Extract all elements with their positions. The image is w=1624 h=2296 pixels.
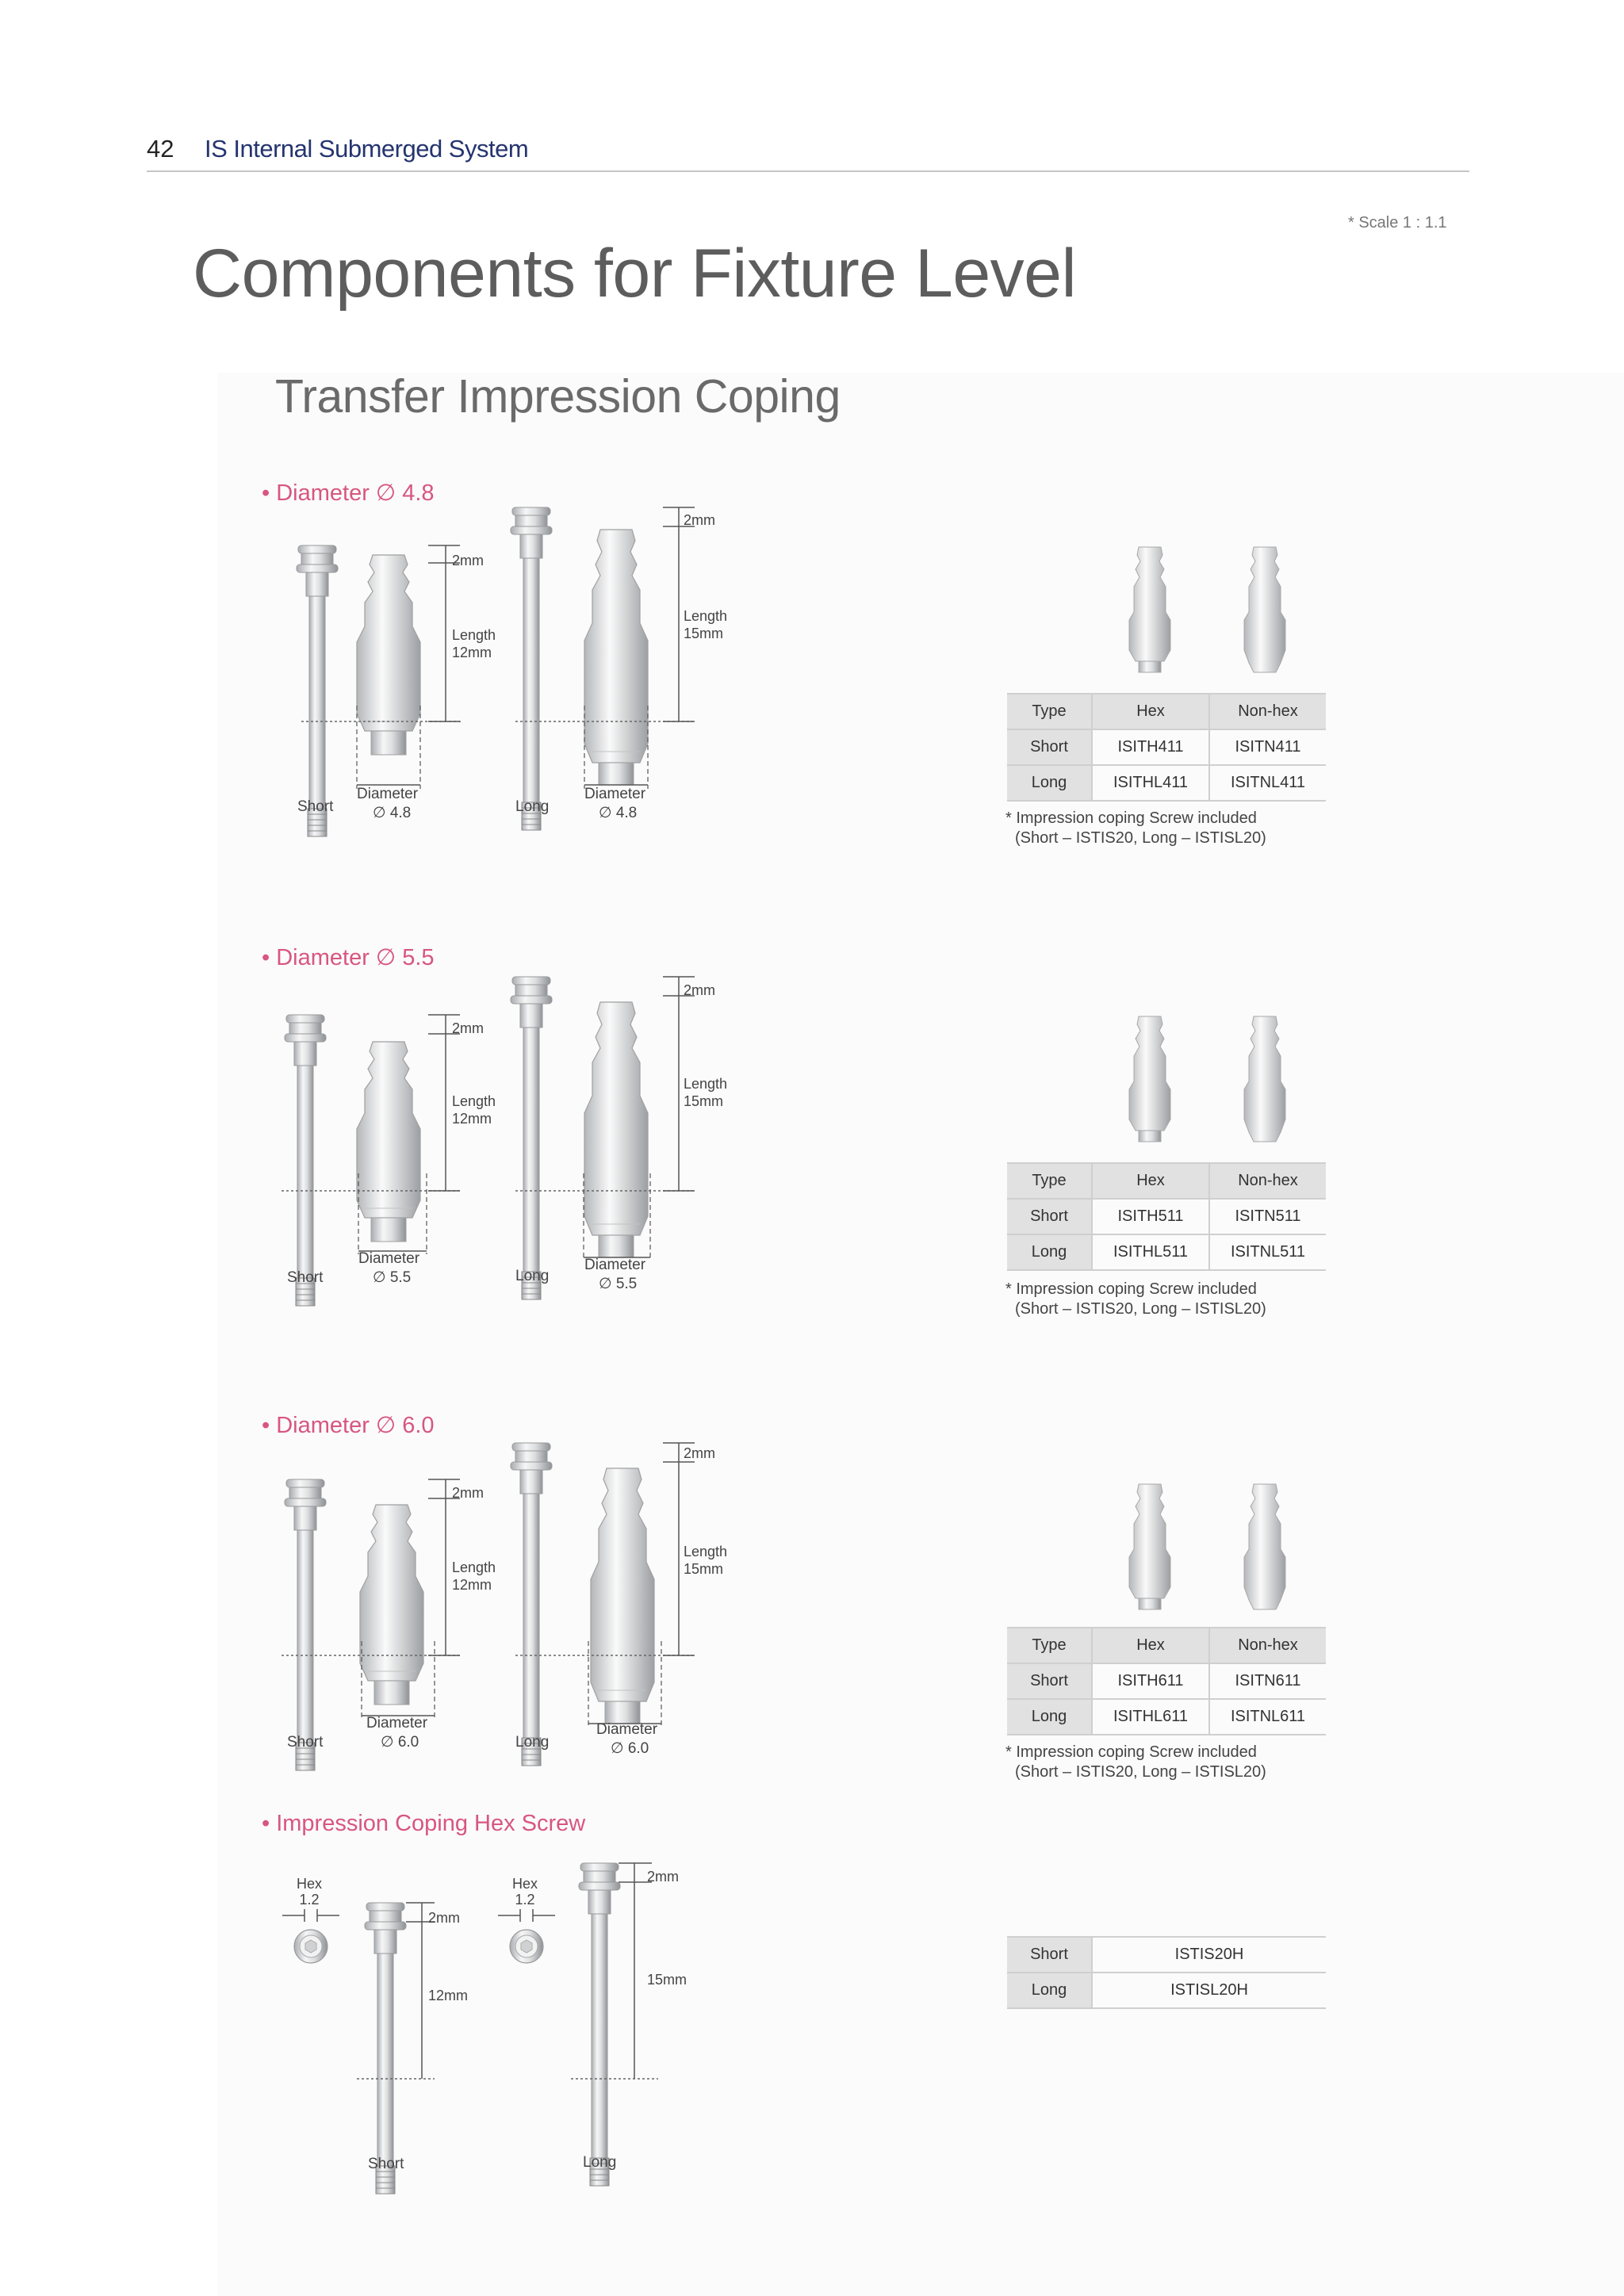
section-title-diameter-5-5: • Diameter ∅ 5.5	[262, 945, 435, 970]
table-header-nonhex: Non-hex	[1209, 1163, 1326, 1199]
header-title: IS Internal Submerged System	[205, 135, 529, 163]
table-header-hex: Hex	[1092, 1163, 1209, 1199]
dim-top-short: 2mm	[452, 1020, 484, 1036]
label-short: Short	[297, 798, 334, 815]
table-cell: ISTIS20H	[1092, 1937, 1326, 1973]
label-long: Long	[515, 798, 550, 815]
table-cell: Short	[1007, 1199, 1092, 1234]
table-cell: ISITH511	[1092, 1199, 1209, 1234]
spec-table-5-5	[1007, 1162, 1326, 1271]
label-diameter-value-long: ∅ 6.0	[611, 1740, 649, 1757]
table-header-type: Type	[1007, 694, 1092, 729]
table-cell: ISITN611	[1209, 1663, 1326, 1699]
dim-length-long: Length 15mm	[684, 1544, 728, 1577]
footnote-line-1: * Impression coping Screw included	[1005, 809, 1257, 827]
label-diameter-long: Diameter	[584, 1257, 646, 1273]
table-cell: ISITNL611	[1209, 1699, 1326, 1735]
dim-length-short: Length 12mm	[452, 627, 496, 660]
footnote-line-1: * Impression coping Screw included	[1005, 1743, 1257, 1761]
table-cell: ISITH611	[1092, 1663, 1209, 1699]
dim-length-long: 15mm	[647, 1972, 688, 1988]
hex-label-long: Hex 1.2	[512, 1876, 538, 1908]
label-long: Long	[515, 1268, 550, 1284]
label-diameter-value-long: ∅ 4.8	[599, 805, 638, 821]
table-header-row	[1007, 1163, 1326, 1199]
table-row	[1007, 1234, 1326, 1270]
table-cell: Short	[1007, 729, 1092, 765]
section-title-diameter-4-8: • Diameter ∅ 4.8	[262, 480, 435, 506]
dim-top-short: 2mm	[452, 1485, 484, 1501]
table-cell: Long	[1007, 1234, 1092, 1270]
dim-length-long: Length 15mm	[684, 1076, 728, 1109]
dim-length-short: Length 12mm	[452, 1093, 496, 1127]
footnote-line-2: (Short – ISTIS20, Long – ISTISL20)	[1015, 1300, 1266, 1318]
table-cell: Long	[1007, 1973, 1092, 2008]
label-diameter-long: Diameter	[596, 1721, 658, 1738]
dim-top-long: 2mm	[647, 1869, 679, 1885]
footnote-line-2: (Short – ISTIS20, Long – ISTISL20)	[1015, 829, 1266, 847]
table-cell: Long	[1007, 765, 1092, 801]
table-row	[1007, 1699, 1326, 1735]
table-cell: ISITHL511	[1092, 1234, 1209, 1270]
table-cell: ISTISL20H	[1092, 1973, 1326, 2008]
dim-top-short: 2mm	[428, 1910, 460, 1926]
table-cell: ISITN511	[1209, 1199, 1326, 1234]
table-header-row	[1007, 1628, 1326, 1663]
section-title-diameter-6-0: • Diameter ∅ 6.0	[262, 1413, 435, 1438]
table-header-hex: Hex	[1092, 694, 1209, 729]
label-diameter-short: Diameter	[358, 1250, 420, 1267]
table-cell: ISITNL511	[1209, 1234, 1326, 1270]
label-diameter-long: Diameter	[584, 786, 646, 802]
label-diameter-short: Diameter	[357, 786, 419, 802]
label-diameter-value-short: ∅ 6.0	[381, 1734, 419, 1751]
section-title-hex-screw: • Impression Coping Hex Screw	[262, 1811, 586, 1836]
dim-top-short: 2mm	[452, 553, 484, 568]
footnote-line-1: * Impression coping Screw included	[1005, 1280, 1257, 1298]
table-cell: Short	[1007, 1663, 1092, 1699]
table-header-type: Type	[1007, 1628, 1092, 1663]
table-header-hex: Hex	[1092, 1628, 1209, 1663]
table-row	[1007, 1973, 1326, 2008]
spec-table-4-8	[1007, 693, 1326, 802]
hex-label-short: Hex 1.2	[297, 1876, 323, 1908]
table-cell: ISITHL411	[1092, 765, 1209, 801]
footnote-line-2: (Short – ISTIS20, Long – ISTISL20)	[1015, 1763, 1266, 1781]
label-short: Short	[287, 1269, 324, 1286]
table-cell: Short	[1007, 1937, 1092, 1973]
label-short: Short	[287, 1734, 324, 1751]
table-cell: ISITH411	[1092, 729, 1209, 765]
spec-table-hex-screw	[1007, 1936, 1326, 2009]
label-diameter-short: Diameter	[366, 1715, 428, 1732]
label-diameter-value-short: ∅ 4.8	[373, 805, 412, 821]
table-cell: ISITHL611	[1092, 1699, 1209, 1735]
spec-table-6-0	[1007, 1627, 1326, 1735]
label-short: Short	[368, 2156, 404, 2172]
table-header-nonhex: Non-hex	[1209, 694, 1326, 729]
label-long: Long	[583, 2154, 617, 2171]
label-long: Long	[515, 1734, 550, 1751]
table-row	[1007, 1937, 1326, 1973]
page-number: 42	[147, 135, 174, 163]
table-header-type: Type	[1007, 1163, 1092, 1199]
table-row	[1007, 765, 1326, 801]
table-cell: Long	[1007, 1699, 1092, 1735]
table-row	[1007, 1663, 1326, 1699]
scale-note: * Scale 1 : 1.1	[1348, 214, 1447, 232]
page-title: Components for Fixture Level	[193, 235, 1077, 312]
dim-length-short: 12mm	[428, 1988, 469, 2003]
table-row	[1007, 1199, 1326, 1234]
dim-top-long: 2mm	[684, 512, 715, 528]
label-diameter-value-long: ∅ 5.5	[599, 1276, 638, 1292]
dim-length-long: Length 15mm	[684, 608, 728, 641]
table-cell: ISITN411	[1209, 729, 1326, 765]
screw-section-drawings	[282, 1863, 658, 2194]
table-cell: ISITNL411	[1209, 765, 1326, 801]
dim-top-long: 2mm	[684, 1445, 715, 1461]
table-header-nonhex: Non-hex	[1209, 1628, 1326, 1663]
table-row	[1007, 729, 1326, 765]
dim-top-long: 2mm	[684, 982, 715, 998]
label-diameter-value-short: ∅ 5.5	[373, 1269, 412, 1286]
section-subtitle: Transfer Impression Coping	[275, 370, 841, 423]
table-header-row	[1007, 694, 1326, 729]
dim-length-short: Length 12mm	[452, 1559, 496, 1593]
